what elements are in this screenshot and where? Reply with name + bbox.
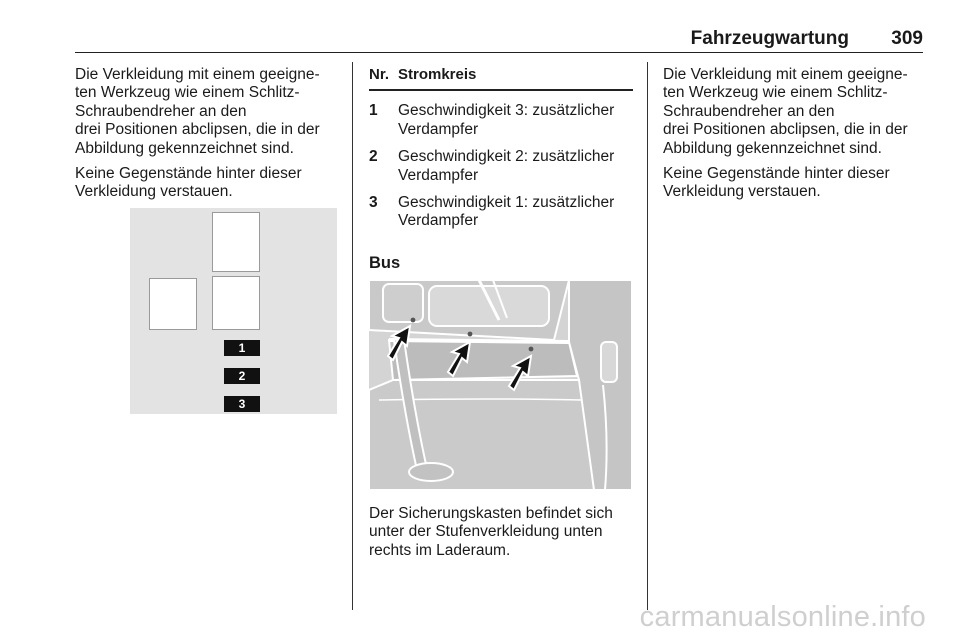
column-divider-left — [352, 62, 353, 610]
row-number: 1 — [369, 102, 378, 120]
fuse-slot-right — [212, 276, 260, 330]
row-circuit: Geschwindigkeit 3: zusätzlicher Verdampfer — [398, 102, 615, 138]
load-area-drawing — [369, 280, 632, 490]
fuse-label-3: 3 — [224, 396, 260, 412]
table-header-nr: Nr. — [369, 66, 390, 83]
row-circuit: Geschwindigkeit 2: zusätzlicher Verdampfer — [398, 148, 615, 184]
table-row — [369, 102, 633, 139]
page-number: 309 — [891, 28, 923, 49]
storage-warning-paragraph: Keine Gegenstände hinter dieser Verkleidung verstauen. — [663, 165, 890, 201]
page-title: Fahrzeugwartung — [690, 28, 849, 49]
fuse-slot-left — [149, 278, 197, 330]
left-column — [75, 66, 337, 209]
section-title-bus: Bus — [369, 253, 401, 272]
fuse-box-diagram — [130, 208, 337, 414]
table-row — [369, 148, 633, 185]
load-area-illustration — [369, 280, 632, 490]
row-circuit: Geschwindigkeit 1: zusätzlicher Verdampfer — [398, 194, 615, 230]
fuse-box-location-caption: Der Sicherungskasten befindet sich unter der Stufenverkleidung unten rechts im Laderaum. — [369, 505, 613, 559]
row-number: 2 — [369, 148, 378, 166]
instruction-paragraph: Die Verkleidung mit einem geeigne- ten Werkzeug wie einem Schlitz- Schraubendreher an den drei Positionen abclipsen, die in der Abbildung gekennzeichnet sind. — [663, 66, 908, 157]
right-column — [663, 66, 925, 209]
circuit-table-header — [369, 66, 633, 91]
storage-warning-paragraph: Keine Gegenstände hinter dieser Verkleidung verstauen. — [75, 165, 302, 201]
fuse-label-1: 1 — [224, 340, 260, 356]
column-divider-right — [647, 62, 648, 610]
row-number: 3 — [369, 194, 378, 212]
table-header-circuit: Stromkreis — [398, 66, 477, 83]
fuse-slot-top — [212, 212, 260, 272]
middle-column — [369, 66, 633, 288]
watermark: carmanualsonline.info — [639, 601, 926, 633]
fuse-label-2: 2 — [224, 368, 260, 384]
page-header — [75, 28, 923, 53]
table-row — [369, 194, 633, 231]
instruction-paragraph: Die Verkleidung mit einem geeigne- ten Werkzeug wie einem Schlitz- Schraubendreher an den drei Positionen abclipsen, die in der Abbildung gekennzeichnet sind. — [75, 66, 320, 157]
